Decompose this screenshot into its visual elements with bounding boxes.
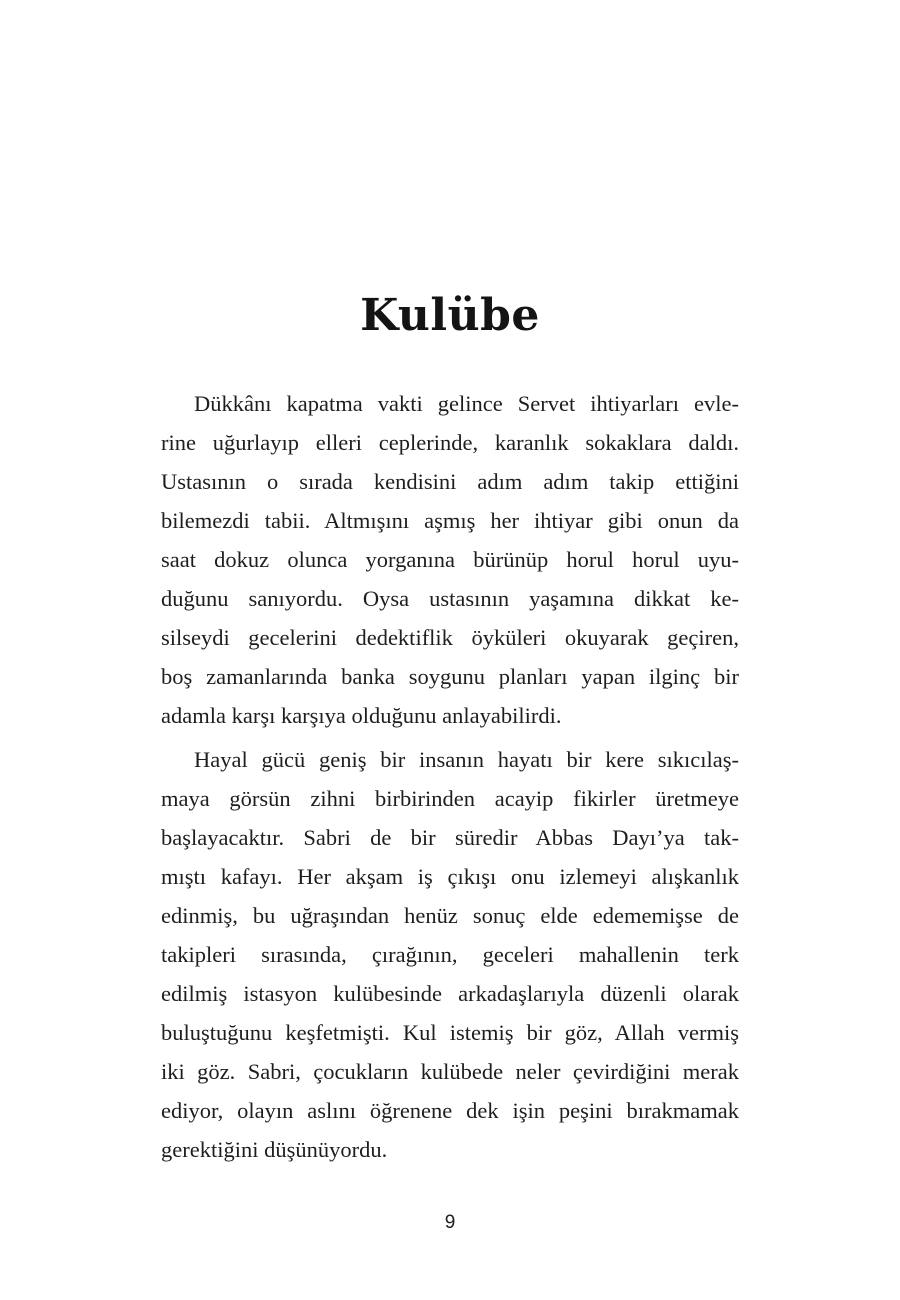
text-line: Hayal gücü geniş bir insanın hayatı bir kere sıkıcılaş-	[194, 747, 739, 772]
body-text	[161, 384, 739, 1169]
text-line: mıştı kafayı. Her akşam iş çıkışı onu izlemeyi alışkanlık	[161, 864, 739, 889]
text-line: gerektiğini düşünüyordu.	[161, 1137, 388, 1162]
text-line: ediyor, olayın aslını öğrenene dek işin peşini bırakmamak	[161, 1098, 739, 1123]
text-line: duğunu sanıyordu. Oysa ustasının yaşamına dikkat ke-	[161, 586, 739, 611]
text-line: edinmiş, bu uğraşından henüz sonuç elde edememişse de	[161, 903, 739, 928]
text-line: Ustasının o sırada kendisini adım adım takip ettiğini	[161, 469, 739, 494]
text-line: edilmiş istasyon kulübesinde arkadaşlarıyla düzenli olarak	[161, 981, 739, 1006]
text-line: buluştuğunu keşfetmişti. Kul istemiş bir göz, Allah vermiş	[161, 1020, 739, 1045]
text-line: adamla karşı karşıya olduğunu anlayabilirdi.	[161, 703, 562, 728]
text-line: boş zamanlarında banka soygunu planları yapan ilginç bir	[161, 664, 739, 689]
paragraph-1	[161, 384, 739, 735]
text-line: iki göz. Sabri, çocukların kulübede neler çevirdiğini merak	[161, 1059, 739, 1084]
chapter-title: Kulübe	[360, 290, 540, 341]
text-line: saat dokuz olunca yorganına bürünüp horul horul uyu-	[161, 547, 739, 572]
text-line: silseydi gecelerini dedektiflik öyküleri okuyarak geçiren,	[161, 625, 739, 650]
paragraph-2	[161, 740, 739, 1169]
text-line: takipleri sırasında, çırağının, geceleri mahallenin terk	[161, 942, 739, 967]
text-line: Dükkânı kapatma vakti gelince Servet ihtiyarları evle-	[194, 391, 739, 416]
text-line: rine uğurlayıp elleri ceplerinde, karanlık sokaklara daldı.	[161, 430, 739, 455]
text-line: bilemezdi tabii. Altmışını aşmış her ihtiyar gibi onun da	[161, 508, 739, 533]
text-line: maya görsün zihni birbirinden acayip fikirler üretmeye	[161, 786, 739, 811]
text-line: başlayacaktır. Sabri de bir süredir Abbas Dayı’ya tak-	[161, 825, 739, 850]
page-number: 9	[444, 1212, 456, 1233]
